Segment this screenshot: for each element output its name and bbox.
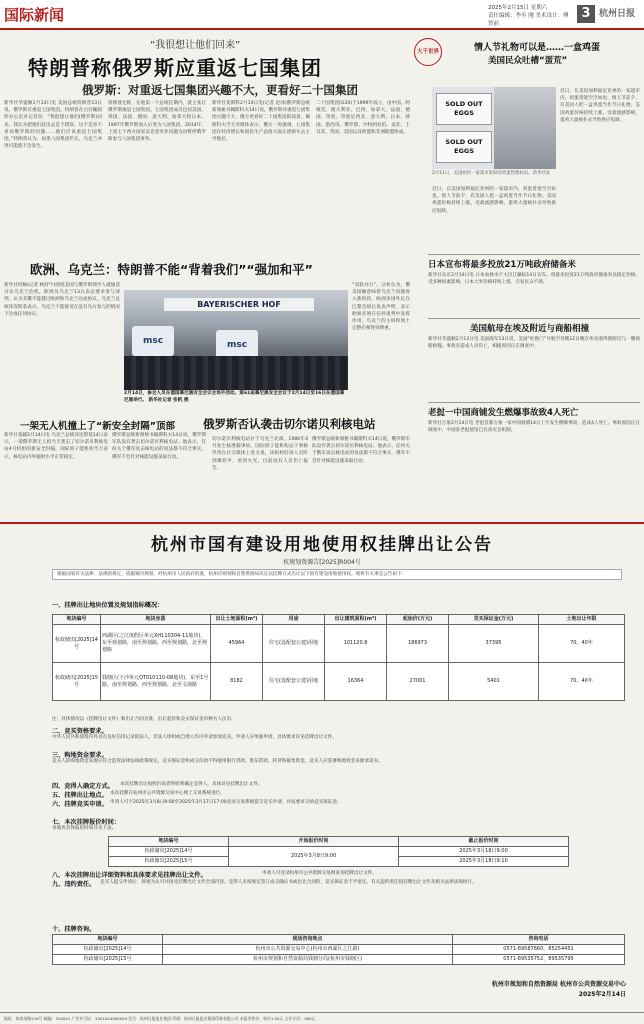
summit-photo: [124, 290, 348, 390]
cell: 27001: [387, 663, 449, 701]
valentine-text: 近日，在美国加利福尼亚州的一家超市内，鸡蛋货架空空如也。情人节前夕，有美国人把一盒鸡蛋当作节日礼物。美国鸡蛋价格持续上涨，受禽流感影响，蛋鸡大量被扑杀导致供应短缺。: [560, 89, 640, 123]
cell: 2025年3月18日9:10: [399, 857, 569, 867]
europe-col-2: “双轨并行”。分析认为，俄美接触意味着乌克兰问题进入新阶段。欧洲多国外长在巴黎会晤后发表声明，表示欧洲必须在任何谈判中发挥作用。乌克兰的主权和领土完整必须得到尊重。: [352, 283, 410, 332]
notice-text-6: 申请人可于2025年3月8日9:00至2025年3月17日17:00登录交易系统提交竞买申请，并按要求交纳竞买保证金。: [110, 800, 342, 805]
lead-col-1: 新华社华盛顿2月13日电 美国总统特朗普13日说，俄罗斯应重返七国集团。特朗普在白宫椭圆形办公室对记者说：“我很想让他们(俄罗斯)回来。我认为把他们赶出去是个错误。这不是喜不喜欢俄罗斯的问题……他们应该重返七国集团。”特朗普认为，如果八国集团仍在，乌克兰冲突可能就不会发生。: [4, 101, 102, 150]
lead-col-2: 特朗普还称，在他第一个总统任期内，就主张让俄罗斯重返七国集团。七国集团成员包括美国、英国、法国、德国、意大利、加拿大和日本。1997年俄罗斯加入后变为八国集团。2014年，上述七个西方国家以克里米亚问题为由暂停俄罗斯参与八国集团事务。: [108, 101, 206, 143]
drone-col-1: 新华社基辅2月14日电 乌克兰总统泽连斯基14日表示，一架俄罗斯无人机当天袭击了切尔诺贝利核电站4号机组的新安全封隔。国际原子能机构当天表示，核电站内外辐射水平正常稳定。: [4, 433, 108, 460]
cell: 西湖区(之江度假区单元XH110304-11地块)，东至规划路，南至规划路，西至规划路，北至规划路: [101, 625, 211, 663]
divider: [428, 402, 640, 403]
cell: 杭政储出[2025]15号: [109, 857, 229, 867]
cell: 2025年3月18日9:00: [399, 847, 569, 857]
cell: 16364: [325, 663, 387, 701]
cell: 杭政储出[2025]14号: [53, 945, 163, 955]
sold-out-sign-2: SOLD OUT EGGS: [436, 131, 492, 163]
col-header: 开始报价时间: [229, 837, 399, 847]
col-header: 咨询电话: [453, 935, 625, 945]
cell: 杭政储出[2025]14号: [53, 625, 101, 663]
editor-line: 责任编辑：李丞 刚 美术设计：傅智前: [488, 13, 569, 27]
col-header: 用途: [263, 615, 325, 625]
notice-sec-1: 一、挂牌出让地块位置及规划指标概况：: [52, 602, 164, 609]
notice-title: 杭州市国有建设用地使用权挂牌出让公告: [151, 535, 493, 555]
crowd-silhouettes: [124, 356, 348, 390]
drone-headline: 一架无人机撞上了“新安全封隔”顶部: [20, 421, 175, 432]
msc-logo-left: msc: [132, 326, 174, 356]
col-header: 现场咨询地点: [163, 935, 453, 945]
table-row: [53, 625, 625, 663]
col-header: 地块编号: [53, 615, 101, 625]
notice-sec-2: 二、竞买资格要求。: [52, 728, 108, 735]
chernobyl-headline: 俄罗斯否认袭击切尔诺贝利核电站: [203, 417, 376, 431]
land-table: [52, 614, 625, 701]
notice-sec-6: 六、挂牌竞买申请。: [52, 801, 108, 808]
cell: 杭政储出[2025]15号: [53, 955, 163, 965]
drone-col-3: 切尔诺贝利核电站位于乌克兰北部，1986年4月发生核泄漏事故。国际原子能机构总干事格罗西在社交媒体上发文说，该机构驻场人员听到爆炸声，看到火光，目前没有人员伤亡报告。: [212, 437, 308, 471]
col-header: 出让建筑面积(m²): [325, 615, 387, 625]
rice-text: 新华社东京2月14日电 日本农林水产大臣江藤拓14日宣布，将最多投放21万吨政府储备米以稳定价格。受多种因素影响，日本大米价格持续上涨，引发民众不满。: [428, 273, 640, 286]
notice-org: 杭州市规划和自然资源局 杭州市公共资源交易中心: [491, 981, 626, 988]
column-seal: 大千世界: [414, 38, 442, 66]
cell: 0571-89535752，89535795: [453, 955, 625, 965]
section-title: 国际新闻: [4, 6, 65, 24]
page-header: [0, 0, 644, 30]
col-header: 竞买保证金(万元): [449, 615, 539, 625]
notice-sec-8: 八、本次挂牌出让详细资料和具体要求见挂牌出让文件。: [52, 872, 207, 879]
cell: 钱塘区(下沙单元QT010110-08地块)，东至1号路，南至规划路，西至规划路，北至文海路: [101, 663, 211, 701]
notice-text-7: 各地块具体报价时间详见下表。: [52, 826, 117, 831]
valentine-text-2: 近日，在美国加利福尼亚州的一家超市内，鸡蛋货架空空如也。情人节前夕，有美国人把一盒鸡蛋当作节日礼物。美国鸡蛋价格持续上涨，受禽流感影响，蛋鸡大量被扑杀导致供应短缺。: [432, 187, 556, 214]
cell: 186973: [387, 625, 449, 663]
notice-sec-7: 七、本次挂牌报价时间：: [52, 819, 121, 826]
cell: 0571-89587660，85254451: [453, 945, 625, 955]
lead-col-4: 二十国集团(G20)于1999年成立，由中国、阿根廷、澳大利亚、巴西、加拿大、法国、德国、印度、印度尼西亚、意大利、日本、韩国、墨西哥、俄罗斯、沙特阿拉伯、南非、土耳其、英国、美国以及欧盟和非洲联盟组成。: [316, 101, 410, 135]
table-row: [53, 945, 625, 955]
laos-headline: 老挝一中国商铺发生燃爆事故致4人死亡: [428, 408, 579, 418]
contact-table: [52, 934, 625, 965]
divider: [428, 318, 640, 319]
notice-text-2: 中华人民共和国境内外具有良好信用记录的法人、非法人组织或自然人均可申请参加竞买。申请人应单独申请，具体要求详见挂牌出让文件。: [52, 735, 337, 740]
table-row: [53, 663, 625, 701]
lead-kicker: “我很想让他们回来”: [150, 40, 241, 51]
header-meta: [488, 4, 570, 28]
sold-out-sign-1: SOLD OUT EGGS: [436, 93, 492, 125]
notice-sec-9: 九、违约责任。: [52, 881, 96, 888]
notice-note: 注：具体情况以《挂牌出让文件》和出让合同为准，出让起价和竞买保证金币种为人民币。: [52, 717, 236, 722]
cell: 5401: [449, 663, 539, 701]
carrier-headline: 美国航母在埃及附近与商船相撞: [470, 324, 590, 334]
hotel-sign: BAYERISCHER HOF: [164, 298, 314, 311]
cell: 杭政储出[2025]15号: [53, 663, 101, 701]
laos-text: 新华社万象2月14日电 老挝首都万象一家中国商铺14日上午发生燃爆事故，造成4人死亡。事故原因正在调查中，中国驻老挝使馆已启动应急机制。: [428, 421, 640, 434]
notice-intro: 根据国家有关法律、法规的规定，依据城市规划，经杭州市人民政府批准，杭州市规划和自然资源局决定以挂牌方式出让以下国有建设用地使用权。现将有关事宜公告如下：: [52, 569, 622, 580]
cell: 70、40年: [539, 625, 625, 663]
egg-photo: [432, 87, 556, 169]
notice-sec-10: 十、挂牌咨询。: [52, 926, 96, 933]
europe-headline: 欧洲、乌克兰：特朗普不能“背着我们”“强加和平”: [30, 262, 313, 277]
cell: 70、40年: [539, 663, 625, 701]
lead-subhead: 俄罗斯：对重返七国集团兴趣不大，更看好二十国集团: [82, 83, 358, 97]
valentine-subhead: 美国民众吐槽“蛋荒”: [488, 56, 568, 66]
cell: 2025年3月8日9:00: [229, 847, 399, 867]
cell: 住宅(设配套公建)用地: [263, 625, 325, 663]
cell: 37395: [449, 625, 539, 663]
drone-col-4: 俄罗斯总统新闻秘书佩斯科夫14日说，俄罗斯军队没有袭击切尔诺贝利核电站。他表示，任何关于俄军攻击核电站的说法都不符合事实，俄军不会针对核能设施采取行动。: [312, 437, 410, 464]
page-footer: 地址：体育场路218号 邮编：310041 广告许可证：3301004000004 发行：杭州日报报业集团 印刷：杭州日报报业集团印务有限公司 本报零售价：每份1.50元 全年订价：360元: [0, 1012, 644, 1024]
date-line: 2025年2月15日 星期六: [488, 5, 548, 11]
schedule-table: [108, 836, 569, 867]
cell: 杭州市公共资源交易中心(杭州市西湖区之江路): [163, 945, 453, 955]
paper-name: 杭州日报: [599, 9, 636, 19]
notice-text-9: 竞买人提交申请后，即视为认可并接受挂牌出让文件全部内容。竞得人未按规定签订成交确认书或出让合同的，竞买保证金不予退还。有关违约责任按挂牌出让文件及相关法律法规执行。: [100, 880, 477, 885]
lead-headline: 特朗普称俄罗斯应重返七国集团: [28, 56, 322, 80]
page-number: 3: [577, 5, 595, 23]
cell: 45964: [211, 625, 263, 663]
carrier-text: 新华社华盛顿2月13日电 美国海军13日说，美国“杜鲁门”号航空母舰12日晚在埃及塞得港附近与一艘商船相撞。事故未造成人员伤亡，相撞原因正在调查中。: [428, 337, 640, 350]
notice-doc-no: 杭规划资源告[2025]R004号: [283, 559, 361, 566]
col-header: 出让土地面积(m²): [211, 615, 263, 625]
table-row: [109, 847, 569, 857]
msc-logo-right: msc: [216, 330, 258, 360]
cell: 101120.8: [325, 625, 387, 663]
col-header: 地块编号: [53, 935, 163, 945]
table-header-row: [53, 935, 625, 945]
egg-caption: 2月11日，美国纽约一家超市张贴的鸡蛋售罄标识。新华社发: [432, 171, 551, 176]
divider: [428, 254, 640, 255]
rice-headline: 日本宣布将最多投放21万吨政府储备米: [428, 260, 576, 270]
cell: 杭州市规划和自然资源局钱塘分局(杭州市钱塘区): [163, 955, 453, 965]
drone-col-2: 俄罗斯总统新闻秘书佩斯科夫14日说，俄罗斯军队没有袭击切尔诺贝利核电站。他表示，任何关于俄军攻击核电站的说法都不符合事实，俄军不会针对核能设施采取行动。: [112, 433, 206, 460]
notice-rule: [0, 522, 644, 524]
table-header-row: [53, 615, 625, 625]
table-header-row: [109, 837, 569, 847]
lead-col-3: 新华社莫斯科2月14日电(记者 赵冰)俄罗斯总统新闻秘书佩斯科夫14日说，俄罗斯对重返七国集团兴趣不大，俄方更看好二十国集团的前景。佩斯科夫当天对媒体表示，俄方一再强调，七国集团在经济增长和国民生产总值方面正逐渐失去主导地位。: [212, 101, 310, 143]
col-header: 地块坐落: [101, 615, 211, 625]
table-row: [53, 955, 625, 965]
notice-sec-4: 四、竞得人确定方式。: [52, 783, 114, 790]
cell: 杭政储出[2025]14号: [109, 847, 229, 857]
col-header: 地块编号: [109, 837, 229, 847]
photo-caption: 2月14日，参会人员在德国慕尼黑安全会议会场外活动。第61届慕尼黑安全会议于2月14日至16日在德国慕尼黑举行。 新华社记者 张帆 摄: [124, 391, 345, 403]
cell: 住宅(设配套公建)用地: [263, 663, 325, 701]
col-header: 土地出让年限: [539, 615, 625, 625]
notice-text-5: 本次挂牌在杭州市公共资源交易中心网上交易系统进行。: [110, 791, 225, 796]
notice-date: 2025年2月14日: [578, 991, 626, 998]
notice-text-4: 本次挂牌出让按照价高者得原则确定竞得人，具体详见挂牌出让文件。: [120, 782, 263, 787]
empty-shelf: [494, 87, 556, 169]
valentine-headline: 情人节礼物可以是……一盒鸡蛋: [474, 43, 601, 53]
europe-col-1: 新华社特稿(记者 杨舒宇)围绕美国与俄罗斯领导人就通话讨论乌克兰危机，欧洲及乌克兰13日表态要求参与谈判，认为美俄不能越过欧洲和乌克兰达成协议。乌克兰总统泽连斯基表示，乌克兰不能接受在没有乌方参与的情况下达成任何协议。: [4, 283, 120, 317]
col-header: 起始价(万元): [387, 615, 449, 625]
col-header: 截止报价时间: [399, 837, 569, 847]
cell: 8182: [211, 663, 263, 701]
notice-sec-3: 三、购地资金要求。: [52, 752, 108, 759]
notice-text-3: 竞买人的购地资金来源应符合监管法律法规政策规定。竞买保证金和成交价款不得使用银行贷款、股东借款、转贷和募集资金。竞买人应签署购地资金来源承诺书。: [52, 759, 383, 764]
notice-sec-5: 五、挂牌出让地点。: [52, 792, 108, 799]
notice-text-8: 申请人可登录杭州市公共资源交易网查询挂牌出让文件。: [262, 871, 377, 876]
